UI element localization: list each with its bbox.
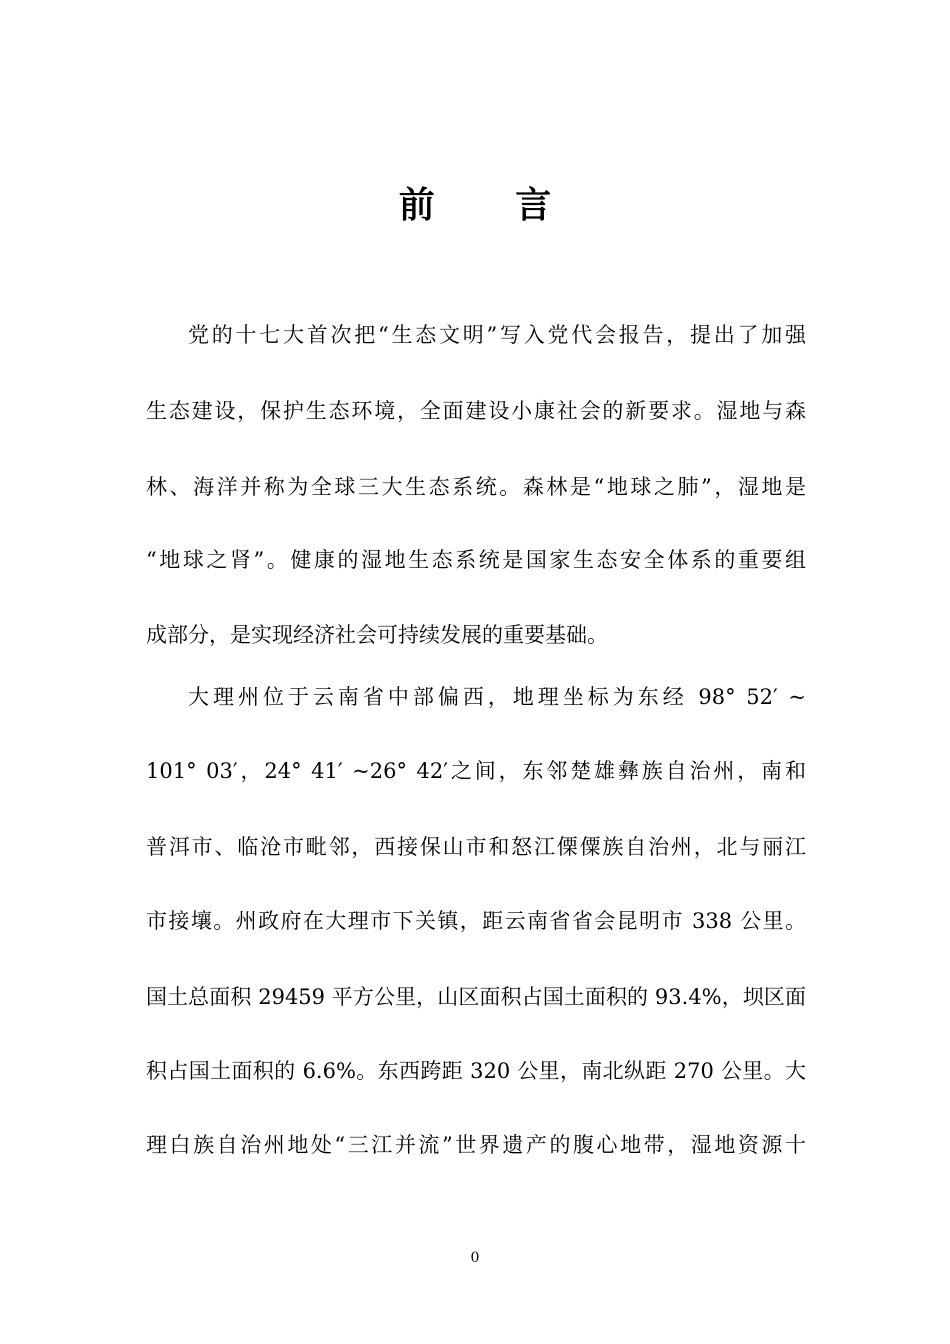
text-line: 普洱市、临沧市毗邻，西接保山市和怒江傈僳族自治州，北与丽江 xyxy=(146,835,806,859)
text-line: 党的十七大首次把“生态文明”写入党代会报告，提出了加强 xyxy=(188,323,806,347)
text-line: 理白族自治州地处“三江并流”世界遗产的腹心地带，湿地资源十 xyxy=(146,1133,806,1157)
text-line: 大理州位于云南省中部偏西，地理坐标为东经 98° 52′ ~ xyxy=(188,685,806,709)
text-line: 101° 03′，24° 41′ ~26° 42′之间，东邻楚雄彝族自治州，南和 xyxy=(146,759,806,783)
text-line: 林、海洋并称为全球三大生态系统。森林是“地球之肺”，湿地是 xyxy=(146,475,806,499)
text-line: 国土总面积 29459 平方公里，山区面积占国土面积的 93.4%，坝区面 xyxy=(146,985,806,1009)
page-title: 前 言 xyxy=(398,185,586,226)
text-line: “地球之肾”。健康的湿地生态系统是国家生态安全体系的重要组 xyxy=(146,548,806,572)
text-line: 成部分，是实现经济社会可持续发展的重要基础。 xyxy=(146,623,608,647)
page-number: 0 xyxy=(470,1250,480,1266)
text-line: 生态建设，保护生态环境，全面建设小康社会的新要求。湿地与森 xyxy=(146,399,806,423)
text-line: 市接壤。州政府在大理市下关镇，距云南省省会昆明市 338 公里。 xyxy=(146,909,806,933)
text-line: 积占国土面积的 6.6%。东西跨距 320 公里，南北纵距 270 公里。大 xyxy=(146,1059,806,1083)
